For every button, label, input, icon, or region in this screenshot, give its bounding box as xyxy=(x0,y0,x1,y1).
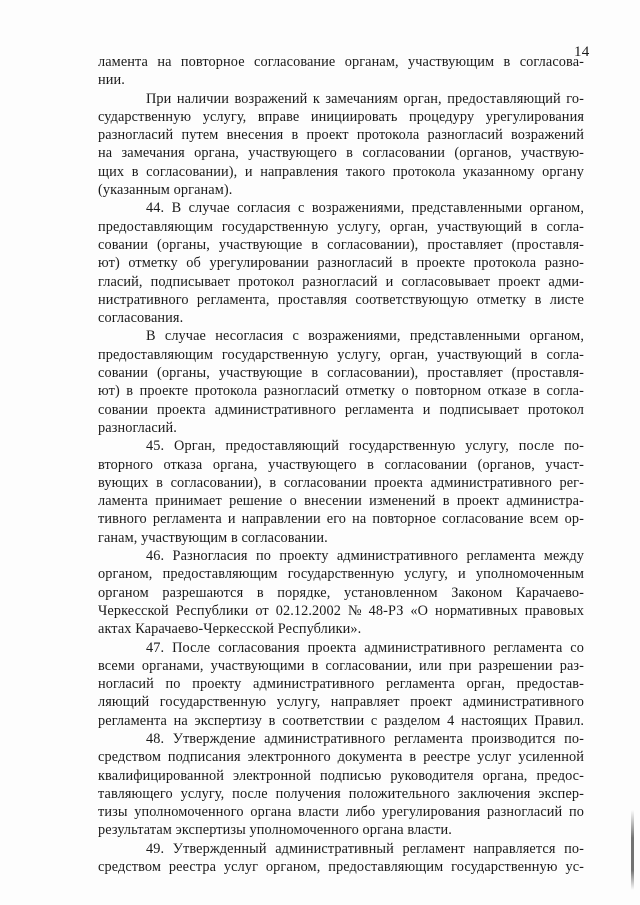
text-line: нистративного регламента, проставляя соответствующую отметку в листе xyxy=(98,291,584,308)
text-line: вующих в согласовании), в согласовании проекта административного рег- xyxy=(98,474,584,491)
text-line: сударственную услугу, вправе инициировать процедуру урегулирования xyxy=(98,108,584,125)
text-line: гласий, подписывает протокол разногласий и согласовывает проект адми- xyxy=(98,273,584,290)
text-line: (указанным органам). xyxy=(98,182,233,199)
text-line: актах Карачаево-Черкесской Республики». xyxy=(98,621,362,638)
text-line: совании (органы, участвующие в согласовании), проставляет (проставля- xyxy=(98,365,584,382)
text-line: тавляющего услугу, после получения положительного заключения экспер- xyxy=(98,785,584,802)
text-line: разногласий. xyxy=(98,419,177,436)
text-line: органом, предоставляющим государственную услугу, и уполномоченным xyxy=(98,566,584,583)
text-line: совании (органы, участвующие в согласовании), проставляет (проставля- xyxy=(98,236,584,253)
text-line: 47. После согласования проекта административного регламента со xyxy=(146,639,584,656)
text-line: В случае несогласия с возражениями, представленными органом, xyxy=(146,328,584,345)
text-line: 46. Разногласия по проекту административного регламента между xyxy=(146,548,584,565)
text-line: ют) отметку об урегулировании разногласий в проекте протокола разно- xyxy=(98,255,584,272)
text-line: тизы уполномоченного органа власти либо урегулирования разногласий по xyxy=(98,804,584,821)
text-line: вторного отказа органа, участвующего в согласовании (органов, участ- xyxy=(98,456,584,473)
text-line: органом разрешаются в порядке, установленном Законом Карачаево- xyxy=(98,584,584,601)
text-line: При наличии возражений к замечаниям орган, предоставляющий го- xyxy=(146,90,584,107)
text-line: ляющий государственную услугу, направляет проект административного xyxy=(98,694,584,711)
text-line: квалифицированной электронной подписью руководителя органа, предос- xyxy=(98,767,584,784)
text-line: 49. Утвержденный административный регламент направляется по- xyxy=(146,840,584,857)
text-line: нии. xyxy=(98,72,125,89)
text-line: результатам экспертизы уполномоченного органа власти. xyxy=(98,822,452,839)
text-line: тивного регламента и направлении его на повторное согласование всем ор- xyxy=(98,511,584,528)
text-line: всеми органами, участвующими в согласовании, или при разрешении раз- xyxy=(98,657,584,674)
text-line: Черкесской Республики от 02.12.2002 № 48-РЗ «О нормативных правовых xyxy=(98,602,584,619)
body-text xyxy=(98,53,584,876)
text-line: 48. Утверждение административного регламента производится по- xyxy=(146,730,584,747)
text-line: ют) в проекте протокола разногласий отметку о повторном отказе в согла- xyxy=(98,383,584,400)
text-line: щих в согласовании), и направления такого протокола указанному органу xyxy=(98,163,584,180)
text-line: на замечания органа, участвующего в согласовании (органов, участвую- xyxy=(98,145,584,162)
text-line: средством подписания электронного документа в реестре услуг усиленной xyxy=(98,749,584,766)
text-line: 44. В случае согласия с возражениями, представленными органом, xyxy=(146,200,584,217)
text-line: регламента на экспертизу в соответствии с разделом 4 настоящих Правил. xyxy=(98,712,584,729)
text-line: совании проекта административного регламента и подписывает протокол xyxy=(98,401,584,418)
text-line: разногласий путем внесения в проект протокола разногласий возражений xyxy=(98,127,584,144)
text-line: 45. Орган, предоставляющий государственную услугу, после по- xyxy=(146,438,584,455)
text-line: ламента принимает решение о внесении изменений в проект администра- xyxy=(98,493,584,510)
scan-artifact-edge xyxy=(631,810,634,890)
text-line: предоставляющим государственную услугу, орган, участвующий в согла- xyxy=(98,346,584,363)
text-line: средством реестра услуг органом, предоставляющим государственную ус- xyxy=(98,859,584,876)
text-line: ламента на повторное согласование органам, участвующим в согласова- xyxy=(98,54,584,70)
text-line: ногласий по проекту административного регламента орган, предостав- xyxy=(98,676,584,693)
text-line: согласования. xyxy=(98,310,184,327)
text-line: предоставляющим государственную услугу, орган, участвующий в согла- xyxy=(98,218,584,235)
text-line: ганам, участвующим в согласовании. xyxy=(98,529,328,546)
page-number: 14 xyxy=(574,44,590,60)
